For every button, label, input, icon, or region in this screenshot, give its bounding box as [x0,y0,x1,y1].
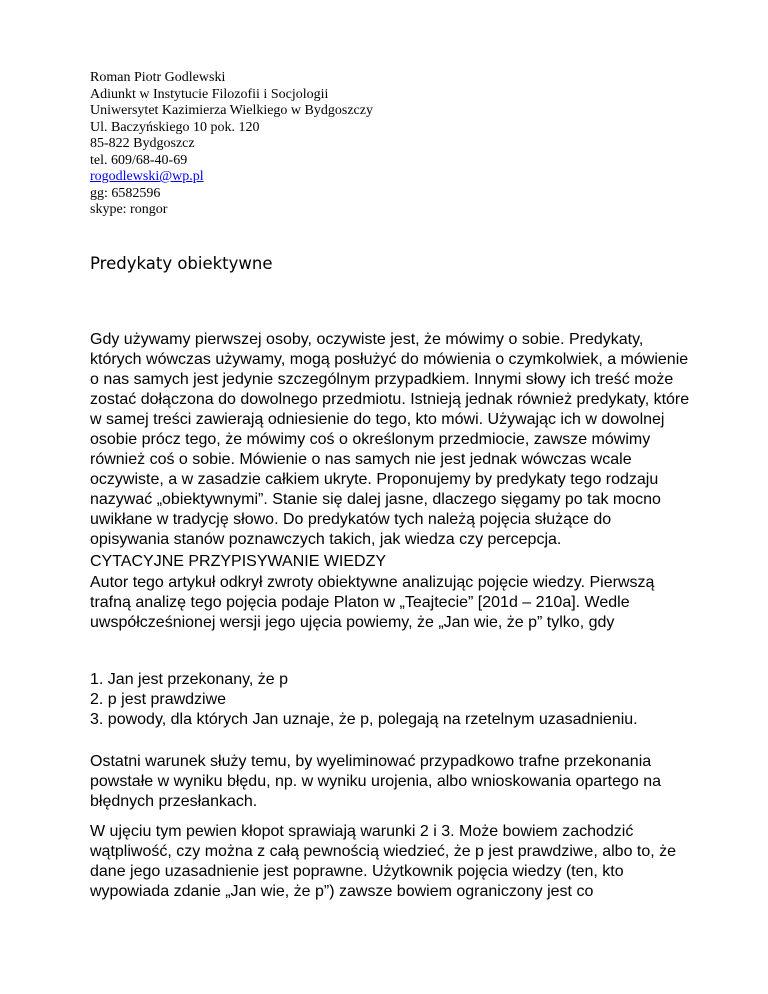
list-item: 2. p jest prawdziwe [90,691,227,708]
author-university: Uniwersytet Kazimierza Wielkiego w Bydgoszczy [90,103,373,118]
author-phone: tel. 609/68-40-69 [90,152,188,168]
author-city: 85-822 Bydgoszcz [90,136,195,151]
paragraph-after-list-text: Ostatni warunek służy temu, by wyeliminować przypadkowo trafne przekonania powstałe w wyniku błędu, np. w wyniku urojenia, albo wnioskowania opartego na błędnych przesłankach. [90,753,661,810]
intro-paragraph [90,330,690,550]
section-heading: CYTACYJNE PRZYPISYWANIE WIEDZY [90,553,387,570]
author-street: Ul. Baczyńskiego 10 pok. 120 [90,119,260,135]
intro-paragraph-text: Gdy używamy pierwszej osoby, oczywiste jest, że mówimy o sobie. Predykaty, których wówczas używamy, mogą posłużyć do mówienia o czymkolwiek, a mówienie o nas samych jest jedynie szczególnym przypadkiem. Innymi słowy ich treść może zostać dołączona do dowolnego przedmiotu. Istnieją jednak również predykaty, które w samej treści zawierają odniesienie do tego, kto mówi. Używając ich w dowolnej osobie prócz tego, że mówimy coś o określonym przedmiocie, zawsze mówimy również coś o sobie. Mówienie o nas samych nie jest jednak wówczas wcale oczywiste, a w zasadzie całkiem ukryte. Proponujemy by predykaty tego rodzaju nazywać „obiektywnymi”. Stanie się dalej jasne, dlaczego sięgamy po tak mocno uwikłane w tradycję słowo. Do predykatów tych należą pojęcia służące do opisywania stanów poznawczych takich, jak wiedza czy percepcja. [90,331,690,548]
author-info [90,70,373,219]
section-paragraph-text: Autor tego artykuł odkrył zwroty obiektywne analizując pojęcie wiedzy. Pierwszą trafną analizę tego pojęcia podaje Platon w „Teajtecie” [201d – 210a]. Wedle uwspółcześnionej wersji jego ujęcia powiemy, że „Jan wie, że p” tylko, gdy [90,574,655,631]
author-position: Adiunkt w Instytucie Filozofii i Socjologii [90,86,329,102]
list-item: 1. Jan jest przekonany, że p [90,671,289,688]
paragraph-after-list [90,752,690,812]
author-name: Roman Piotr Godlewski [90,70,226,85]
conditions-list [90,670,690,730]
final-paragraph-text: W ujęciu tym pewien kłopot sprawiają warunki 2 i 3. Może bowiem zachodzić wątpliwość, czy można z całą pewnością wiedzieć, że p jest prawdziwe, albo to, że dane jego uzasadnienie jest poprawne. Użytkownik pojęcia wiedzy (ten, kto wypowiada zdanie „Jan wie, że p”) zawsze bowiem ograniczony jest co [90,823,677,900]
author-gg: gg: 6582596 [90,185,161,201]
email-link[interactable]: rogodlewski@wp.pl [90,169,204,184]
list-item: 3. powody, dla których Jan uznaje, że p, polegają na rzetelnym uzasadnieniu. [90,711,638,728]
document-title: Predykaty obiektywne [90,254,273,273]
author-skype: skype: rongor [90,202,168,217]
section-paragraph [90,573,690,633]
final-paragraph [90,822,690,902]
